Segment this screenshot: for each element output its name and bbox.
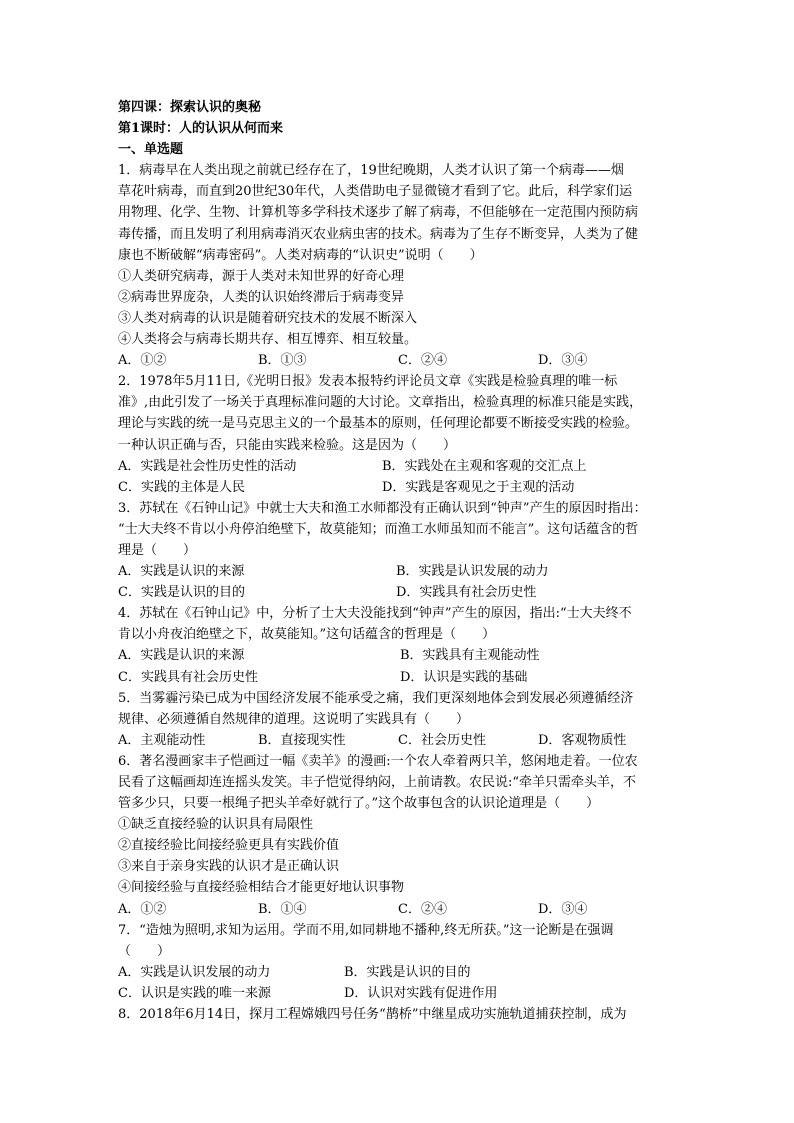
question-stem-line: 理是（ ）	[118, 542, 197, 558]
option-d[interactable]: D．③④	[538, 901, 588, 917]
option-row	[118, 456, 688, 477]
option-row	[118, 561, 688, 582]
option-d[interactable]: D．认识对实践有促进作用	[344, 985, 498, 1001]
option-row	[118, 983, 688, 1004]
option-d[interactable]: D．③④	[538, 353, 588, 369]
question-stem-line: 康也不断破解“病毒密码”。人类对病毒的“认识史”说明（ ）	[118, 247, 483, 263]
question-8	[118, 1004, 688, 1025]
statement-item: ①缺乏直接经验的认识具有局限性	[118, 817, 314, 833]
statement-item: ①人类研究病毒，源于人类对未知世界的好奇心理	[118, 268, 405, 284]
statement-item: ③来自于亲身实践的认识才是正确认识	[118, 859, 340, 875]
option-b[interactable]: B．实践处在主观和客观的交汇点上	[382, 458, 587, 474]
document-page	[118, 97, 688, 1025]
question-stem-line: 用物理、化学、生物、计算机等多学科技术逐步了解了病毒，不但能够在一定范围内预防病	[118, 205, 639, 221]
option-c[interactable]: C．②④	[398, 901, 447, 917]
option-b[interactable]: B．直接现实性	[258, 732, 346, 748]
option-a[interactable]: A．①②	[118, 353, 167, 369]
option-a[interactable]: A．实践是社会性历史性的活动	[118, 458, 297, 474]
question-7	[118, 920, 688, 1004]
question-stem-line: 3．苏轼在《石钟山记》中就士大夫和渔工水师都没有正确认识到“钟声”产生的原因时指出：	[118, 500, 647, 516]
option-b[interactable]: B．实践是认识的目的	[344, 964, 471, 980]
question-stem-line: 管多少只，只要一根绳子把头羊牵好就行了。”这个故事包含的认识论道理是（ ）	[118, 796, 600, 812]
option-b[interactable]: B．实践是认识发展的动力	[396, 564, 549, 580]
question-stem-line: 规律、必须遵循自然规律的道理。这说明了实践具有（ ）	[118, 711, 470, 727]
statement-item: ③人类对病毒的认识是随着研究技术的发展不断深入	[118, 310, 418, 326]
option-c[interactable]: C．实践具有社会历史性	[118, 669, 258, 685]
question-1	[118, 160, 688, 371]
statement-item: ②病毒世界庞杂，人类的认识始终滞后于病毒变异	[118, 289, 405, 305]
option-a[interactable]: A．实践是认识的来源	[118, 648, 245, 664]
statement-item: ④人类将会与病毒长期共存、相互博弈、相互较量。	[118, 332, 418, 348]
option-a[interactable]: A．主观能动性	[118, 732, 206, 748]
question-5	[118, 688, 688, 751]
question-stem-line: 准》,由此引发了一场关于真理标准问题的大讨论。文章指出，检验真理的标准只能是实践，	[118, 395, 643, 411]
question-stem-line: 6．著名漫画家丰子恺画过一幅《卖羊》的漫画:一个农人牵着两只羊，悠闲地走着。一位农	[118, 753, 638, 769]
option-row	[118, 730, 688, 751]
question-stem-line: “士大夫终不肯以小舟停泊绝壁下，故莫能知；而渔工水师虽知而不能言”。这句话蕴含的哲	[118, 521, 639, 537]
option-row	[118, 350, 688, 371]
option-d[interactable]: D．实践具有社会历史性	[396, 585, 537, 601]
option-b[interactable]: B．实践具有主观能动性	[400, 648, 540, 664]
option-row	[118, 645, 688, 666]
option-d[interactable]: D．客观物质性	[538, 732, 627, 748]
question-6	[118, 751, 688, 920]
question-stem-line: 一种认识正确与否，只能由实践来检验。这是因为（ ）	[118, 437, 457, 453]
question-stem-line: 1．病毒早在人类出现之前就已经存在了，19世纪晚期，人类才认识了第一个病毒——烟	[118, 163, 624, 179]
question-stem-line: 2．1978年5月11日,《光明日报》发表本报特约评论员文章《实践是检验真理的唯一标	[118, 374, 618, 390]
question-stem-line: 理论与实践的统一是马克思主义的一个最基本的原则，任何理论都要不断接受实践的检验。	[118, 416, 639, 432]
option-row	[118, 582, 688, 603]
option-d[interactable]: D．认识是实践的基础	[400, 669, 528, 685]
option-d[interactable]: D．实践是客观见之于主观的活动	[382, 479, 575, 495]
period-title: 第1课时：人的认识从何而来	[118, 121, 284, 137]
question-stem-line: 草花叶病毒，而直到20世纪30年代，人类借助电子显微镜才看到了它。此后，科学家们运	[118, 184, 633, 200]
option-c[interactable]: C．认识是实践的唯一来源	[118, 985, 271, 1001]
option-row	[118, 477, 688, 498]
question-stem-line: 肯以小舟夜泊绝壁之下，故莫能知。”这句话蕴含的哲理是（ ）	[118, 627, 496, 643]
option-a[interactable]: A．①②	[118, 901, 167, 917]
option-a[interactable]: A．实践是认识发展的动力	[118, 964, 271, 980]
section-title: 一、单选题	[118, 142, 184, 158]
option-c[interactable]: C．实践是认识的目的	[118, 585, 245, 601]
option-row	[118, 962, 688, 983]
question-4	[118, 603, 688, 687]
question-2	[118, 371, 688, 498]
question-3	[118, 498, 688, 603]
question-stem-line: 5．当雾霾污染已成为中国经济发展不能承受之痛，我们更深刻地体会到发展必须遵循经济	[118, 690, 634, 706]
question-stem-line: 8．2018年6月14日，探月工程嫦娥四号任务“鹊桥”中继星成功实施轨道捕获控制，成为	[118, 1007, 627, 1023]
option-c[interactable]: C．②④	[398, 353, 447, 369]
option-c[interactable]: C．社会历史性	[398, 732, 486, 748]
question-stem-line: （ ）	[118, 943, 171, 959]
statement-item: ②直接经验比间接经验更具有实践价值	[118, 838, 340, 854]
option-row	[118, 899, 688, 920]
lesson-title: 第四课：探索认识的奥秘	[118, 100, 262, 115]
option-row	[118, 667, 688, 688]
option-b[interactable]: B．①③	[258, 353, 307, 369]
option-c[interactable]: C．实践的主体是人民	[118, 479, 245, 495]
option-b[interactable]: B．①④	[258, 901, 307, 917]
question-stem-line: 民看了这幅画却连连摇头发笑。丰子恺觉得纳闷，上前请教。农民说:“牵羊只需牵头羊，不	[118, 775, 637, 790]
statement-item: ④间接经验与直接经验相结合才能更好地认识事物	[118, 880, 405, 896]
question-stem-line: 7．“造烛为照明,求知为运用。学而不用,如同耕地不播种,终无所获。”这一论断是在强调	[118, 922, 614, 938]
option-a[interactable]: A．实践是认识的来源	[118, 564, 245, 580]
question-stem-line: 4．苏轼在《石钟山记》中，分析了士大夫没能找到“钟声”产生的原因，指出:“士大夫终不	[118, 606, 632, 622]
question-stem-line: 毒传播，而且发明了利用病毒消灭农业病虫害的技术。病毒为了生存不断变异，人类为了健	[118, 226, 639, 242]
